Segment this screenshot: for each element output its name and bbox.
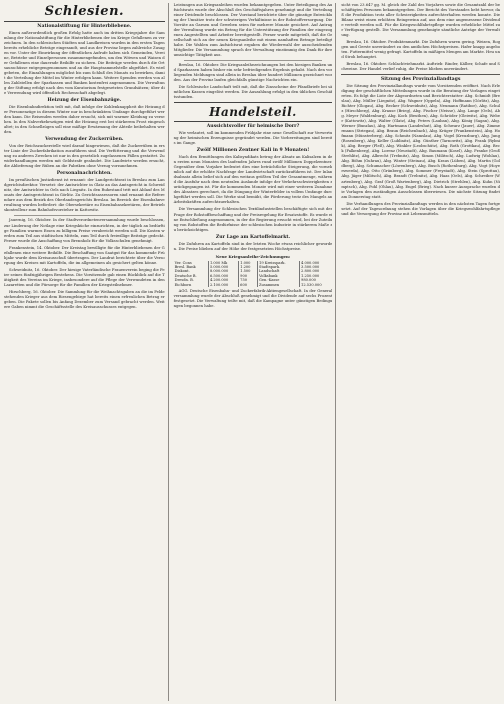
table-cell: 1.000 Mk [208, 261, 238, 265]
table-row [174, 283, 333, 287]
column-1 [4, 3, 165, 701]
table-cell: 12.530.000 [301, 282, 322, 287]
article-body-heizung: Die Eisenbahndirektion teilt mit, daß infolge der Kohlenknappheit die Heizung der Personenzüge in diesem Winter nur in beschränktem Umfange durchgeführt werden kann. Die Reisenden werden daher ersucht, sich mit warmer Kleidung zu versehen. In den Nahverkehrszügen wird die Heizung erst bei stärkerem Frost eingeschaltet; in den Schnellzügen soll eine mäßige Erwärmung der Abteile beibehalten werden. [4, 105, 165, 135]
table-cell: 1.500 [239, 269, 258, 273]
table-cell: Zusammen [258, 283, 300, 287]
table-cell: 980.000 [301, 278, 316, 283]
table-cell: Bresl. Bank [174, 265, 209, 269]
divider [184, 60, 323, 61]
table-cell: 4.200.000 [208, 278, 238, 282]
table-cell: 900 [239, 274, 258, 278]
article-body-landtag-end: Die Verhandlungen des Provinziallandtags werden in den nächsten Tagen fortgesetzt. Auf der Tagesordnung stehen die Vorlagen über die Kriegswohlfahrtspflege und die Versorgung der Provinz mit Lebensmitteln. [341, 201, 500, 216]
section-handelsteil: Handelsteil. [174, 102, 333, 122]
table-cell: 1.250.000 [301, 273, 320, 278]
article-body-top: Leistungen aus Kriegsanleihen wurden bekanntgegeben. Unter Beteiligung des Aufsichtsrats wurde der Abschluß des Geschäftsjahres genehmigt und die Verteilung einer Dividende beschlossen. Der Vorstand berichtete über die günstige Entwicklung der Umsätze trotz der schwierigen Verhältnisse in der Rohstoffversorgung. Die Vorräte an Garnen und Geweben seien für mehrere Monate gesichert. Auf Antrag der Verwaltung wurde ein Betrag für die Unterstützung der Familien der eingezogenen Angestellten und Arbeiter bereitgestellt. Ferner wurde mitgeteilt, daß die Gesellschaft sich an der neuen Kriegsanleihe mit einem namhaften Betrage beteiligt habe. Die Wahlen zum Aufsichtsrat ergaben die Wiederwahl der ausscheidenden Mitglieder. Die Versammlung sprach der Verwaltung einstimmig den Dank für ihre umsichtige Tätigkeit aus. [173, 3, 333, 58]
table-cell: 1.200 [239, 265, 258, 269]
table-cell: 750 [239, 278, 258, 282]
article-body-kartoffel: Die Zufuhren an Kartoffeln sind in der letzten Woche etwas reichlicher geworden. Die Preise blieben auf der Höhe der festgesetzten Höchstpreise. [173, 241, 333, 251]
table-cell: Dresdn. B. [174, 278, 209, 282]
article-title-nationalstiftung: Nationalstiftung für Hinterbliebene. [37, 24, 132, 29]
table-cell: 2.800.000 [301, 269, 320, 274]
article-title-kali: Zwölf Millionen Zentner Kali in 9 Monaten! [196, 148, 310, 154]
table-cell: 8.000.000 [208, 269, 238, 273]
table-cell: Diskont. [174, 269, 209, 273]
article-body-schlachtvieh: Breslau, 16. Oktober. Schlachtviehmarkt. Auftrieb: Rinder, Kälber, Schafe und Schweine. Der Handel verlief ruhig, die Preise blieben unverändert. [341, 62, 500, 72]
article-body-textil: Die Versammlung der Schlesischen Textilindustriellen beschäftigte sich mit der Frage der Rohstoffbeschaffung und der Preisregelung für Ersatzstoffe. Es wurde eine Entschließung angenommen, in der die Regierung ersucht wird, bei der Zuteilung von Rohstoffen die Bedürfnisse der schlesischen Industrie in stärkerem Maße zu berücksichtigen. [173, 207, 333, 232]
table-caption: Neue Kriegsanleihe-Zeichnungen: [215, 253, 291, 259]
quote-table [174, 261, 333, 287]
article-body-dorr: Wie verlautet, soll im kommenden Frühjahr eine neue Gesellschaft zur Verwertung der heimischen Erzeugnisse gegründet werden. Die Vorbereitungen sind bereits im Gange. [173, 131, 333, 146]
article-body-schweidnitz: Schweidnitz, 16. Oktober. Der hiesige Vaterländische Frauenverein beging die Feier seines fünfzigjährigen Bestehens. Die Vorsitzende gab einen Rückblick auf die Tätigkeit des Vereins im Kriege, insbesondere auf die Pflege der Verwundeten in den Lazaretten und die Fürsorge für die Familien der Kriegsteilnehmer. [4, 267, 165, 287]
table-cell: Eichborn [174, 283, 209, 287]
table-cell: Stadtspark. [258, 265, 300, 269]
article-body-personal: Im preußischen Justizdienst ist ernannt: der Landgerichtsrat in Breslau zum Landgerichtsdirektor. Versetzt: der Amtsrichter in Glatz an das Amtsgericht in Schweidnitz, der Amtsrichter in Oels nach Liegnitz. In den Ruhestand tritt mit Ablauf des Monats der Amtsgerichtsrat in Görlitz. Zu Gerichtsassessoren sind ernannt die Referendare aus dem Bezirk des Oberlandesgerichts Breslau. Im Bereich der Eisenbahnverwaltung wurden befördert: die Obersekretäre zu Eisenbahnsekretären, der Betriebskontrolleur zum Bahnhofsvorsteher in Kattowitz. [4, 178, 165, 213]
table-cell: Landschaft [258, 269, 300, 273]
table-cell: 5.000.000 [208, 265, 238, 269]
article-body-frankenstein: Frankenstein, 14. Oktober. Der Kreistag bewilligte für die Hinterbliebenen der Gefallenen eine weitere Beihilfe. Die Beschaffung von Saatgut für das kommende Frühjahr wurde dem Kreisausschuß übertragen. Der Landrat berichtete über die Versorgung des Kreises mit Kartoffeln, die im allgemeinen als gesichert gelten könne. [4, 245, 165, 265]
article-title-personal: Personalnachrichten. [56, 171, 112, 177]
table-cell: 600 [239, 283, 258, 287]
article-body-hirschberg: Hirschberg, 16. Oktober. Die Sammlung für die Weihnachtsgaben an die im Felde stehenden Krieger aus dem Riesengebirge hat bereits einen erfreulichen Betrag ergeben. Die Pakete sollen bis Anfang Dezember zum Versand gebracht werden. Weitere Gaben nimmt die Geschäftsstelle des Kreisausschusses entgegen. [4, 289, 165, 309]
article-body-landtag: Die Sitzung des Provinziallandtags wurde vom Vorsitzenden eröffnet. Nach Erledigung der geschäftlichen Mitteilungen wurde in die Beratung der Vorlagen eingetreten. Es folgt die Liste der Abgeordneten und Berichterstatter: Abg. Schmidt (Breslau), Abg. Müller (Liegnitz), Abg. Wagner (Oppeln), Abg. Hoffmann (Görlitz), Abg. Richter (Glogau), Abg. Becker (Schweidnitz), Abg. Neumann (Ratibor), Abg. Schulz (Hirschberg), Abg. Krause (Brieg), Abg. Fischer (Neisse), Abg. Lange (Oels), Abg. Meyer (Waldenburg), Abg. Koch (Beuthen), Abg. Schröder (Gleiwitz), Abg. Weber (Kattowitz), Abg. Walter (Glatz), Abg. Peters (Lauban), Abg. König (Sagan), Abg. Werner (Bunzlau), Abg. Hartmann (Landeshut), Abg. Schwarz (Jauer), Abg. Zimmermann (Striegau), Abg. Braun (Reichenbach), Abg. Krüger (Frankenstein), Abg. Hofmann (Münsterberg), Abg. Schmitz (Namslau), Abg. Vogel (Kreuzburg), Abg. Jung (Rosenberg), Abg. Keller (Lublinitz), Abg. Günther (Tarnowitz), Abg. Frank (Rybnik), Abg. Berger (Pleß), Abg. Winkler (Leobschütz), Abg. Roth (Grottkau), Abg. Beck (Falkenberg), Abg. Lorenz (Neustadt), Abg. Baumann (Kosel), Abg. Franke (Groß Strehlitz), Abg. Albrecht (Trebnitz), Abg. Simon (Militsch), Abg. Ludwig (Wohlau), Abg. Böhm (Guhrau), Abg. Winter (Steinau), Abg. Kraus (Lüben), Abg. Martin (Goldberg), Abg. Schumacher (Löwenberg), Abg. Busch (Rothenburg), Abg. Vogt (Hoyerswerda), Abg. Otto (Grünberg), Abg. Sommer (Freystadt), Abg. Stein (Sprottau), Abg. Jäger (Militsch), Abg. Brandt (Trebnitz), Abg. Haas (Oels), Abg. Schreiber (Wartenberg), Abg. Graf (Groß Wartenberg), Abg. Dietrich (Strehlen), Abg. Kuhn (Nimptsch), Abg. Pohl (Ohlau), Abg. Engel (Brieg). Nach kurzer Aussprache wurden die Vorlagen den zuständigen Ausschüssen überwiesen. Die nächste Sitzung findet am Donnerstag statt. [341, 84, 500, 199]
article-body-zuckerrueben: Von der Reichszuckerstelle wird darauf hingewiesen, daß die Zuckerrüben in erster Linie der Zuckerfabrikation zuzuführen sind. Die Verfütterung und die Verwendung zu anderen Zwecken ist nur in den gesetzlich zugelassenen Fällen gestattet. Zuwiderhandlungen werden mit Geldstrafe geahndet. Die Landwirte werden ersucht, die Ablieferung der Rüben an die Fabriken ohne Verzug vorzunehmen. [4, 144, 165, 169]
table-cell: 4.000.000 [301, 260, 320, 265]
table-cell: 19 Kreisspark. [258, 261, 300, 265]
article-title-zuckerrueben: Verwendung der Zuckerrüben. [45, 137, 124, 143]
divider [14, 215, 155, 216]
divider [341, 74, 500, 75]
article-body-nationalstiftung: Einen außerordentlich großen Erfolg hatte auch im dritten Kriegsjahre die Sammlung der Nationalstiftung für die Hinterbliebenen der im Kriege Gefallenen zu verzeichnen. In den schlesischen Städten und Landkreisen wurden in den ersten Tagen bereits erhebliche Beträge eingesandt, und aus der Provinz liegen zahlreiche Zusagen vor. Unter der Einwirkung der öffentlichen Aufrufe haben sich Gemeinden, Vereine, Betriebe und Einzelpersonen zusammengefunden, um den Witwen und Waisen der Gefallenen eine dauernde Beihilfe zu sichern. Die Beiträge werden durch die Ortsausschüsse entgegengenommen und an die Hauptsammelstelle abgeführt. Es wird gebeten, die Einzahlungen möglichst bis zum Schluß des Monats zu bewirken, damit die Verteilung der Mittel im Winter erfolgen kann. Weitere Spenden werden von allen Zahlstellen der Sparkassen und Banken kostenfrei angenommen. Die Verwaltung der Stiftung erfolgt nach den vom Kuratorium festgesetzten Grundsätzen; über die Verwendung wird öffentlich Rechenschaft abgelegt. [4, 31, 165, 96]
table-cell: 2.100.000 [208, 283, 238, 287]
table-cell: 3.500.000 [301, 265, 320, 269]
article-body-breslau: Breslau, 16. Oktober. Die Kriegsanleihezeichnungen bei den hiesigen Banken und Sparkassen haben bisher ein sehr befriedigendes Ergebnis gehabt. Nach den vorliegenden Meldungen sind allein in Breslau über hundert Millionen gezeichnet worden. Aus der Provinz laufen gleichfalls günstige Nachrichten ein. [173, 63, 333, 83]
article-title-kartoffel: Zur Lage am Kartoffelmarkt. [215, 234, 291, 240]
article-title-dorr: Aussichtsvoller für heimische Dorr? [206, 124, 300, 130]
article-body-landschaft: Die Schlesische Landschaft teilt mit, daß die Zinsscheine der Pfandbriefe bei sämtlichen Kassen eingelöst werden. Die Auszahlung erfolgt in den üblichen Geschäftsstunden. [173, 85, 333, 100]
section-masthead: Schlesien. [4, 3, 165, 22]
table-cell: 6.500.000 [208, 274, 238, 278]
column-2 [168, 3, 333, 701]
table-cell: Gen.-Kasse [258, 278, 300, 282]
table-cell: 1.000 [239, 261, 258, 265]
article-body-jauernig: Jauernig, 16. Oktober. In der Stadtverordnetenversammlung wurde beschlossen, zur Linderung der Notlage eine Kriegsküche einzurichten, in der täglich an bedürftige Familien warmes Essen zu billigem Preise verabreicht werden soll. Die Kosten werden zum Teil aus städtischen Mitteln, zum Teil durch freiwillige Beiträge gedeckt. Ferner wurde die Anschaffung von Brennholz für die Volksschulen genehmigt. [4, 218, 165, 243]
column-3 [335, 3, 500, 701]
table-cell: Deutsche B. [174, 274, 209, 278]
table-cell: Ver. Cons [174, 261, 209, 265]
article-body-produktenmarkt: Breslau, 16. Oktober. Produktenmarkt. Die Zufuhren waren gering. Weizen, Roggen und Gerste unverändert zu den amtlichen Höchstpreisen. Hafer knapp angeboten. Futtermittel wenig gefragt. Kartoffeln in mäßigen Mengen am Markte. Heu und Stroh behauptet. [341, 40, 500, 60]
table-cell: Volksbank [258, 274, 300, 278]
article-title-heizung: Heizung der Eisenbahnzüge. [47, 98, 122, 104]
article-title-landtag: Sitzung des Provinziallandtags [380, 77, 461, 83]
article-body-kali: Nach den Ermittlungen des Kalisyndikats betrug der Absatz an Kalisalzen in den ersten neun Monaten des laufenden Jahres rund zwölf Millionen Doppelzentner. Gegenüber dem Vorjahre bedeutet dies eine beträchtliche Steigerung, die vornehmlich auf die erhöhte Nachfrage der Landwirtschaft zurückzuführen ist. Der Inlandsabsatz allein belief sich auf den weitaus größten Teil der Gesamtmenge, während die Ausfuhr nach dem neutralen Auslande infolge der Verkehrsschwierigkeiten zurückgegangen ist. Für die kommenden Monate wird mit einer weiteren Zunahme des Absatzes gerechnet, da die Düngung der Winterfelder in vollem Umfange durchgeführt werden soll. Die Werke sind bemüht, die Förderung trotz des Mangels an Arbeitskräften aufrechtzuerhalten. [173, 155, 333, 205]
article-body-zuckerfabrik: AGG. Deutsche Eisenbahn- und Zuckerfabrik-Aktiengesellschaft. In der Generalversammlung wurde der Abschluß genehmigt und die Dividende auf sechs Prozent festgesetzt. Die Verwaltung teilte mit, daß die Kampagne unter günstigen Bedingungen begonnen habe. [173, 289, 333, 309]
article-body-top-col3: sicht von 23.647 gg. M. gleich der Zahl des Vorjahres sowie die Gesamtzahl der beschäftigten Personen bekanntgegeben. Der Bericht des Vorstandes hebt hervor, daß die Produktion trotz aller Schwierigkeiten aufrechterhalten werden konnte. Die Bilanz weist einen erhöhten Reingewinn auf, aus dem eine angemessene Dividende verteilt werden soll. Für die Kriegswohlfahrtspflege wurden erhebliche Mittel zur Verfügung gestellt. Die Versammlung genehmigte sämtliche Anträge der Verwaltung. [341, 3, 500, 38]
